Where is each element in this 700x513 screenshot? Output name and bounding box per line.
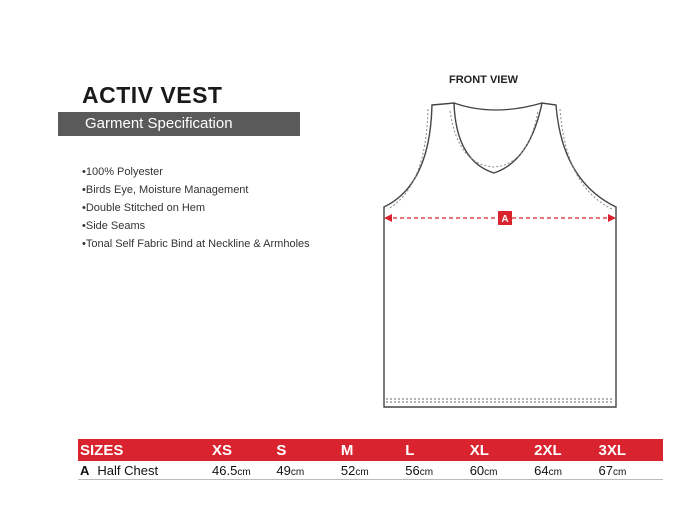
measurement-unit: cm — [613, 466, 627, 478]
measurement-unit: cm — [237, 466, 251, 478]
measurement-unit: cm — [290, 466, 305, 478]
measure-marker-label: A — [501, 214, 509, 225]
measurement-unit: cm — [419, 466, 434, 478]
measurement-value: 46.5 — [212, 462, 238, 478]
row-name: Half Chest — [97, 462, 159, 478]
product-title: ACTIV VEST — [82, 82, 223, 108]
measurement-unit: cm — [548, 466, 562, 478]
measurement-cell — [534, 461, 598, 480]
feature-list — [82, 163, 310, 253]
size-header: L — [405, 439, 469, 461]
measurement-value: 52 — [340, 462, 356, 478]
feature-item: • 100% Polyester — [82, 163, 310, 181]
measurement-value: 64 — [534, 462, 549, 478]
size-header: XS — [212, 439, 276, 461]
table-row — [78, 461, 663, 480]
measurement-unit: cm — [484, 466, 498, 478]
measurement-cell — [212, 461, 276, 480]
size-header: 2XL — [534, 439, 598, 461]
measurement-cell — [599, 461, 663, 480]
row-letter: A — [80, 462, 90, 478]
size-table — [78, 439, 663, 480]
feature-item: • Side Seams — [82, 217, 310, 235]
size-header: XL — [470, 439, 534, 461]
back-neckline — [454, 103, 542, 110]
vest-outline — [384, 103, 616, 407]
measurement-cell — [405, 461, 469, 480]
sizes-header: SIZES — [78, 439, 212, 461]
measurement-cell — [470, 461, 534, 480]
measurement-value: 67 — [598, 462, 613, 478]
measurement-value: 60 — [469, 462, 485, 478]
measurement-cell — [276, 461, 340, 480]
front-view-label: FRONT VIEW — [449, 74, 519, 86]
feature-item: • Birds Eye, Moisture Management — [82, 181, 310, 199]
measurement-value: 56 — [405, 462, 420, 478]
vest-front-diagram — [370, 95, 630, 415]
measurement-cell — [341, 461, 405, 480]
spec-banner: Garment Specification — [58, 112, 300, 136]
size-header: 3XL — [599, 439, 663, 461]
measurement-value: 49 — [276, 462, 291, 478]
size-header: M — [341, 439, 405, 461]
feature-item: • Tonal Self Fabric Bind at Neckline & Armholes — [82, 235, 310, 253]
measurement-unit: cm — [355, 466, 369, 478]
size-header-row — [78, 439, 663, 461]
row-label — [78, 461, 212, 480]
feature-item: • Double Stitched on Hem — [82, 199, 310, 217]
size-header: S — [276, 439, 340, 461]
